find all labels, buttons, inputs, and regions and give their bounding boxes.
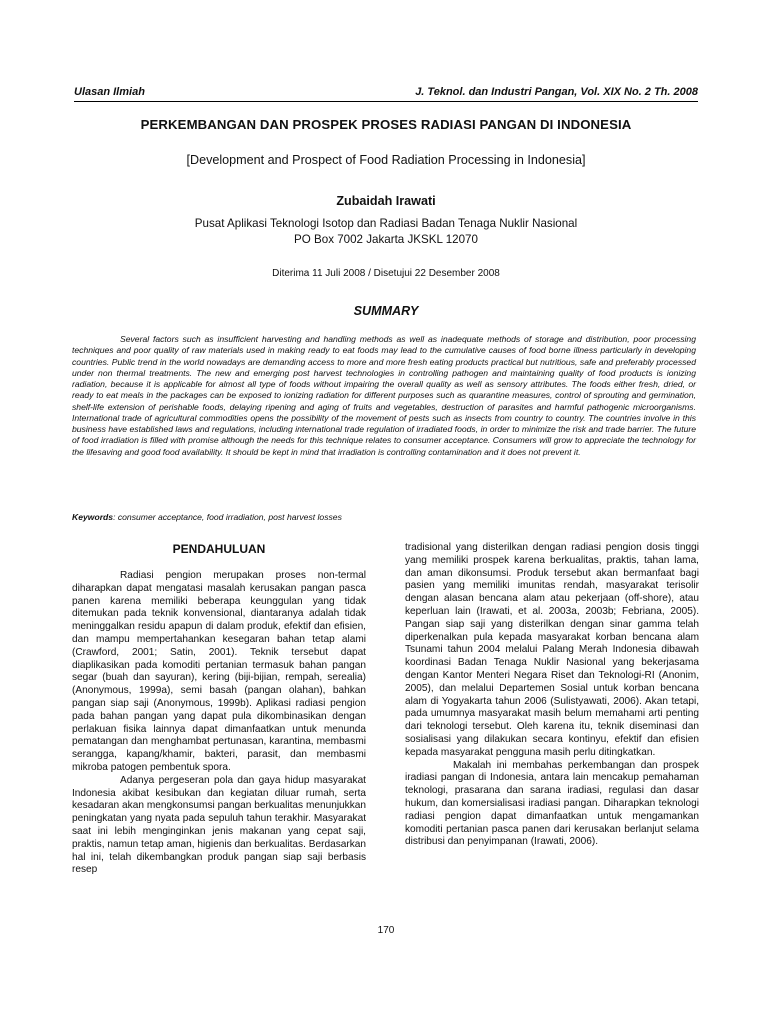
- summary-abstract: Several factors such as insufficient harvesting and handling methods as well as inadequate methods of storage and distribution, poor processing techniques and poor quality of raw materials used in making ready to eat foods may lead to the cumulative causes of food borne illness particularly in developing countries. Public trend in the world nowadays are demanding access to more and more fresh eating products practical but nutritious, safe and preferably processed under non thermal treatments. The new and emerging post harvest technologies in controlling pathogen and maintaining quality of food products is ionizing radiation, because it is applicable for almost all type of foods without impairing the overall quality as well as sensory attributes. The foods either fresh, dried, or ready to eat meals in the packages can be exposed to ionizing radiation for different purposes such as quarantine measures, control of sprouting and germination, shelf-life extension of perishable foods, delaying ripening and aging of fruits and vegetables, destruction of parasites and harmful pathogenic microorganisms. International trade of agricultural commodities opens the possibility of the movement of pests such as insects from country to country. The countries involve in this business have established laws and regulations, including international trade regulation of irradiated foods, in order to minimize the risk and trade barrier. The future of food irradiation is filled with promise although the needs for this technique relates to consumer acceptance. Consumers will grow to appreciate the technology for the lifesaving and good food availability. It should be kept in mind that irradiation is controlling contamination and it does not prevent it.: [72, 334, 696, 457]
- page-number: 170: [377, 925, 395, 936]
- section-heading-pendahuluan: PENDAHULUAN: [172, 542, 266, 556]
- author-affiliation: [74, 216, 698, 248]
- received-accepted-dates: Diterima 11 Juli 2008 / Disetujui 22 Desember 2008: [272, 268, 500, 279]
- header-rule: [74, 101, 698, 102]
- paper-subtitle: [Development and Prospect of Food Radiation Processing in Indonesia]: [186, 153, 586, 167]
- body-paragraph: Makalah ini membahas perkembangan dan prospek iradiasi pangan di Indonesia, antara lain mencakup pemahaman teknologi, prasarana dan sarana iradiasi, regulasi dan dasar hukum, dan komersialisasi iradiasi pangan. Diharapkan teknologi radiasi pengion dapat dimanfaatkan untuk mengamankan komoditi pertanian pasca panen dari kerusakan berlanjut selama distribusi dan penyimpanan (Irawati, 2006).: [405, 759, 699, 848]
- affiliation-line-2: PO Box 7002 Jakarta JKSKL 12070: [294, 233, 478, 246]
- left-column: [72, 570, 366, 877]
- paper-title: PERKEMBANGAN DAN PROSPEK PROSES RADIASI PANGAN DI INDONESIA: [140, 117, 632, 132]
- right-column: [405, 542, 699, 849]
- body-paragraph: Radiasi pengion merupakan proses non-termal diharapkan dapat mengatasi masalah kerusakan pangan pasca panen karena memiliki beberapa keunggulan yang tidak ditemukan pada teknik konvensional, diantaranya adalah tidak meninggalkan residu apapun di dalam produk, efektif dan efisien, dan mampu mempertahankan kesegaran bahan tetap alami (Crawford, 2001; Satin, 2001). Teknik tersebut dapat diaplikasikan pada komoditi pertanian termasuk bahan pangan segar (buah dan sayuran), kering (biji-bijian, rempah, serealia) (Anonymous, 1999a), semi basah (pangan olahan), bahkan pangan siap saji (Anonymous, 1999b). Aplikasi radiasi pengion pada bahan pangan yang dapat pula dikombinasikan dengan perlakuan fisika lainnya dapat dimanfaatkan untuk menunda pematangan dan menghambat pertunasan, karantina, membasmi serangga, kapang/khamir, bakteri, parasit, dan membasmi mikroba patogen pembentuk spora.: [72, 570, 366, 773]
- affiliation-line-1: Pusat Aplikasi Teknologi Isotop dan Radiasi Badan Tenaga Nuklir Nasional: [194, 217, 578, 230]
- keywords-label: Keywords: [72, 512, 114, 522]
- body-paragraph: tradisional yang disterilkan dengan radiasi pengion dosis tinggi yang memiliki prospek karena berkualitas, praktis, tahan lama, dan aman dikonsumsi. Produk tersebut akan bermanfaat bagi pasien yang memiliki imunitas rendah, masyarakat terisolir dengan alasan bencana alam atau pekerjaan (off-shore), atau keperluan lain (Irawati, et al. 2003a, 2003b; Febriana, 2005). Pangan siap saji yang disterilkan dengan sinar gamma telah diperkenalkan pula kepada masyarakat korban bencana alam Tsunami tahun 2004 melalui Palang Merah Indonesia dibawah koordinasi Badan Tenaga Nuklir Nasional yang bekerjasama dengan Kantor Menteri Negara Riset dan Teknologi-RI (Anonim, 2005), dan melalui Departemen Sosial untuk korban bencana alam di Yogyakarta tahun 2006 (Sulistyawati, 2006). Akan tetapi, pada umumnya masyarakat masih belum memahami arti penting dari teknologi tersebut. Oleh karena itu, teknik diseminasi dan sosialisasi yang dilakukan secara kontinyu, efektif dan efisien kepada masyarakat pengguna masih perlu ditingkatkan.: [405, 542, 699, 758]
- header-section-label: Ulasan Ilmiah: [74, 86, 145, 98]
- keywords-text: : consumer acceptance, food irradiation, post harvest losses: [113, 512, 342, 522]
- keywords-line: [72, 512, 696, 522]
- author-name: Zubaidah Irawati: [336, 194, 436, 208]
- body-paragraph: Adanya pergeseran pola dan gaya hidup masyarakat Indonesia akibat kesibukan dan kegiatan diluar rumah, serta kesadaran akan mengkonsumsi pangan berkualitas menunjukkan peningkatan yang nyata pada sepuluh tahun terakhir. Masyarakat saat ini lebih menginginkan jenis makanan yang cepat saji, praktis, namun tetap aman, higienis dan berkualitas. Berdasarkan hal ini, telah dikembangkan produk pangan siap saji berbasis resep: [72, 774, 366, 876]
- summary-heading: SUMMARY: [353, 304, 419, 318]
- header-journal-citation: J. Teknol. dan Industri Pangan, Vol. XIX No. 2 Th. 2008: [415, 86, 698, 98]
